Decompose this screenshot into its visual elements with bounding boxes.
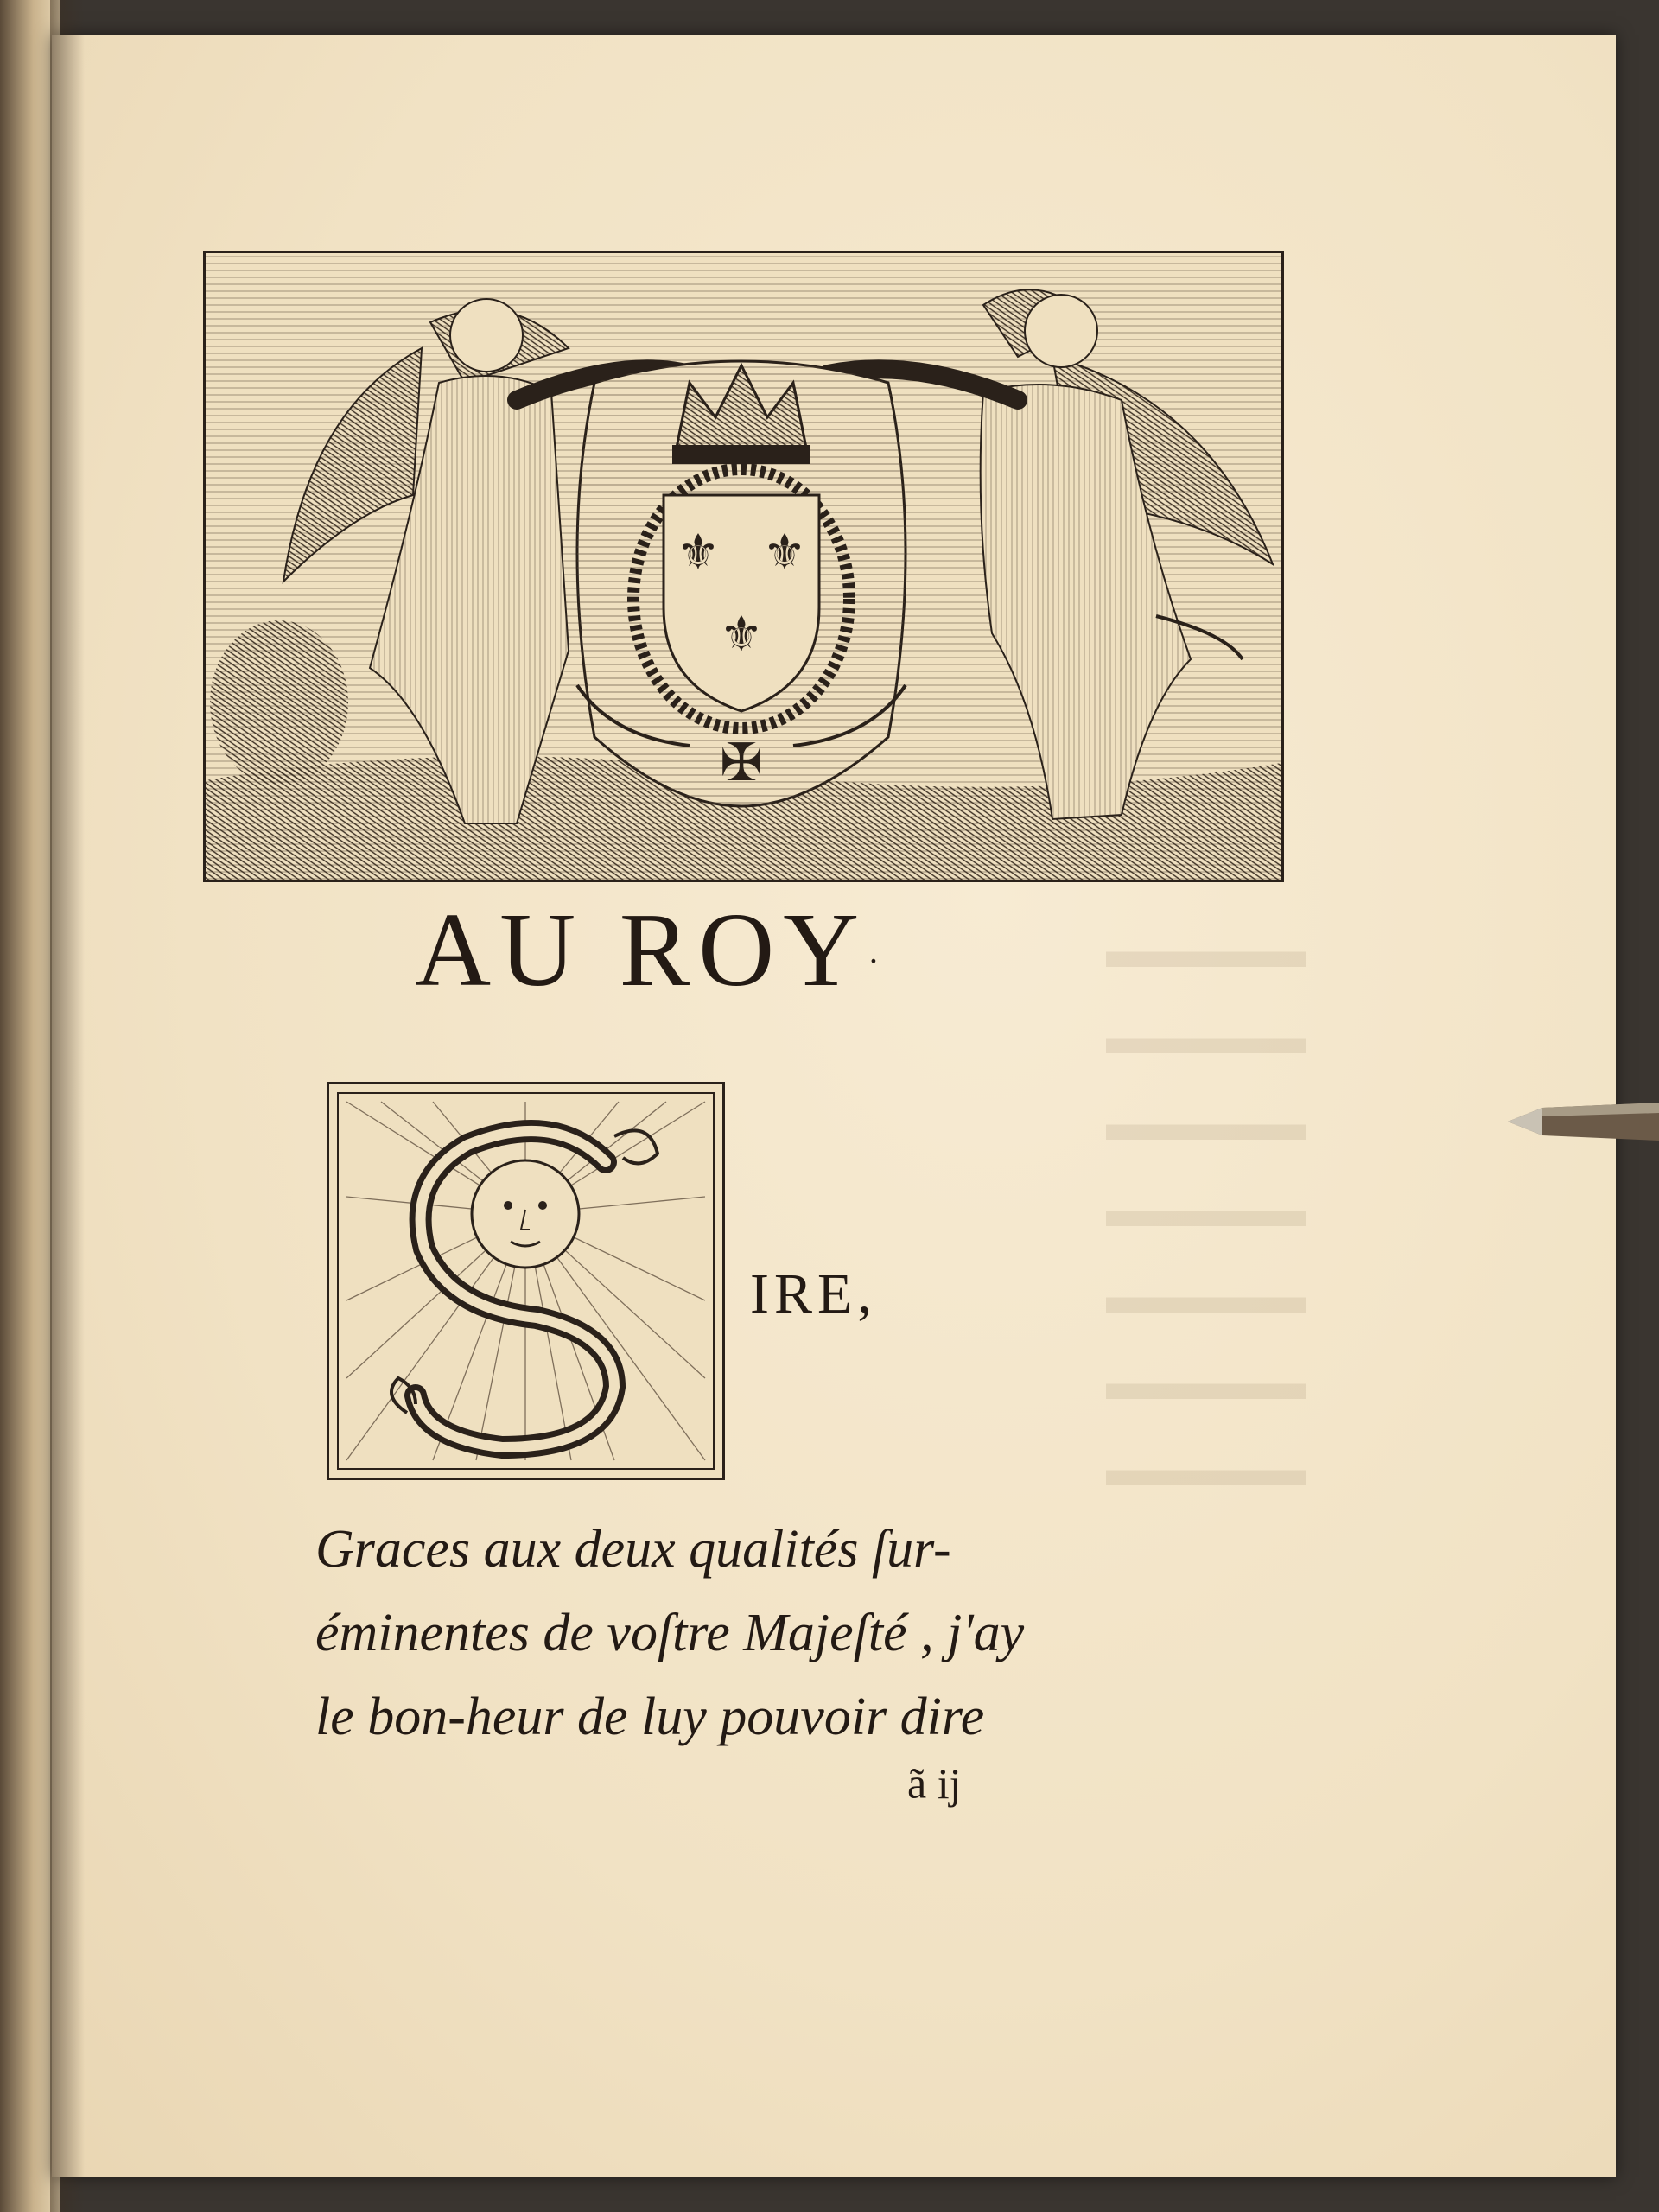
sun-face-initial-illustration bbox=[329, 1084, 722, 1478]
svg-text:⚜: ⚜ bbox=[762, 524, 807, 581]
text-line: éminentes de voſtre Majeſté , j'ay bbox=[315, 1604, 1025, 1662]
svg-text:⚜: ⚜ bbox=[676, 524, 721, 581]
text-line: le bon-heur de luy pouvoir dire bbox=[315, 1688, 985, 1746]
text-line: Graces aux deux qualités ſur- bbox=[315, 1520, 951, 1579]
title-dot: · bbox=[868, 941, 888, 981]
signature-mark: ã ij bbox=[907, 1759, 962, 1808]
show-through-text: ▬▬▬▬ ▬▬▬▬ ▬▬▬▬ ▬▬▬▬ ▬▬▬▬ ▬▬▬▬ ▬▬▬▬ bbox=[1106, 922, 1306, 1497]
body-paragraph bbox=[315, 1508, 1145, 1759]
page-title bbox=[415, 890, 1020, 1011]
pen-tip-object bbox=[1508, 1097, 1659, 1145]
svg-text:⚜: ⚜ bbox=[719, 607, 764, 663]
svg-text:✠: ✠ bbox=[719, 733, 764, 793]
headpiece-engraving bbox=[203, 251, 1284, 882]
title-text: AU ROY bbox=[415, 892, 868, 1008]
decorated-initial bbox=[327, 1082, 725, 1480]
book-page bbox=[52, 35, 1616, 2177]
salutation: IRE, bbox=[750, 1262, 877, 1325]
gutter-shadow bbox=[50, 0, 85, 2212]
angels-coat-of-arms-illustration bbox=[206, 253, 1281, 880]
